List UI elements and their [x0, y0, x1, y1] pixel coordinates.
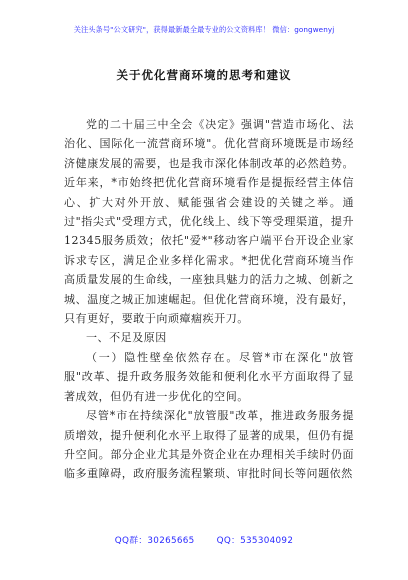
document-body: [64, 115, 354, 484]
paragraph-intro: 党的二十届三中全会《决定》强调"营造市场化、法治化、国际化一流营商环境"。优化营商环境既是市场经济健康发展的需要，也是我市深化体制改革的必然趋势。近年来，*市始终把优化营商环境看作是提振经营主体信心、扩大对外开放、赋能强省会建设的关键之举。通过"指尖式"受理方式，优化线上、线下等受理渠道，提升12345服务质效；依托"爱*"移动客户端平台开设企业家诉求专区，满足企业多样化需求。*把优化营商环境当作高质量发展的生命线，一座独具魅力的活力之城、创新之城、温度之城正加速崛起。但优化营商环境，没有最好，只有更好，要敢于向顽瘴痼疾开刀。: [64, 118, 354, 326]
paragraph-subsection-1: （一）隐性壁垒依然存在。尽管*市在深化"放管服"改革、提升政务服务效能和便利化水平方面取得了显著成效，但仍有进一步优化的空间。: [64, 350, 354, 403]
footer-contact-banner: [0, 533, 408, 546]
footer-qq-group: QQ群：30265665: [114, 536, 195, 546]
header-promo-banner: 关注头条号"公文研究"，获得最新最全最专业的公文资料库！ 微信：gongwenyj: [73, 25, 335, 34]
footer-qq-number: QQ：535304092: [216, 536, 294, 546]
paragraph-subsection-1-detail: 尽管*市在持续深化"放管服"改革，推进政务服务提质增效，提升便利化水平上取得了显著的成果，但仍有提升空间。部分企业尤其是外资企业在办理相关手续时仍面临多重障碍，政府服务流程繁琐、审批时间长等问题依然: [64, 409, 354, 481]
document-title: 关于优化营商环境的思考和建议: [116, 68, 292, 82]
section-heading-problems: 一、不足及原因: [86, 331, 167, 345]
